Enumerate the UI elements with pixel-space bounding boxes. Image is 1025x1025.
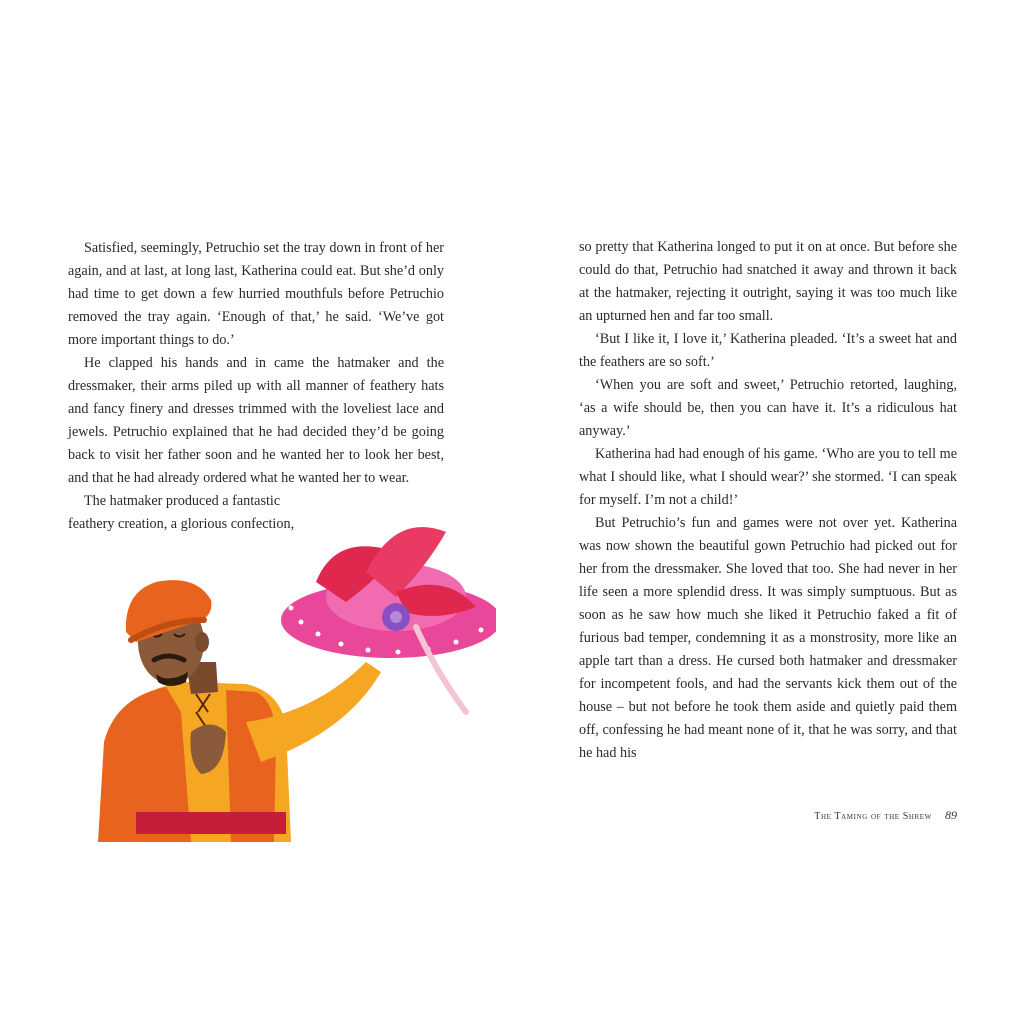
left-short-line-1: The hatmaker produced a fantastic [84, 493, 281, 509]
right-paragraph-4: But Petruchio’s fun and games were not over yet. Katherina was now shown the beautiful gown Petruchio had picked out for her from the dressmaker. She loved that too. She had never in her life seen a more splendid dress. It was simply sumptuous. But as soon as he saw how much she liked it Petruchio faked a fit of furious bad temper, condemning it as a monstrosity, more like an apple tart than a dress. He cursed both hatmaker and dressmaker for incompetent fools, and had the servants kick them out of the house – but not before he took them aside and quietly paid them off, confessing he had meant none of it, that he was sorry, and that he had his [579, 515, 957, 761]
ear [195, 632, 209, 652]
running-title: The Taming of the Shrew [814, 811, 932, 822]
left-page [68, 237, 444, 536]
right-paragraph-continued: so pretty that Katherina longed to put it on at once. But before she could do that, Petruchio had snatched it away and thrown it back at the hatmaker, rejecting it outright, saying it was too much like an upturned hen and far too small. [579, 239, 957, 324]
left-paragraph-1: Satisfied, seemingly, Petruchio set the tray down in front of her again, and at last, at long last, Katherina could eat. But she’d only had time to get down a few hurried mouthfuls before Petruchio removed the tray again. ‘Enough of that,’ he said. ‘We’ve got more important things to do.’ [68, 240, 444, 348]
sash [136, 812, 286, 834]
left-short-line-2: feathery creation, a glorious confection, [68, 516, 295, 532]
right-paragraph-3: Katherina had had enough of his game. ‘Who are you to tell me what I should like, what I should wear?’ she stormed. ‘I can speak for myself. I’m not a child!’ [579, 446, 957, 508]
running-footer [814, 808, 957, 823]
page-number: 89 [945, 808, 957, 822]
petruchio-hat-illustration [96, 512, 496, 852]
right-paragraph-1: ‘But I like it, I love it,’ Katherina pleaded. ‘It’s a sweet hat and the feathers are so soft.’ [579, 331, 957, 370]
left-paragraph-2: He clapped his hands and in came the hatmaker and the dressmaker, their arms piled up with all manner of feathery hats and fancy finery and dresses trimmed with the loveliest lace and jewels. Petruchio explained that he had decided they’d be going back to visit her father soon and he wanted her to look her best, and that he had already ordered what he wanted her to wear. [68, 355, 444, 486]
right-paragraph-2: ‘When you are soft and sweet,’ Petruchio retorted, laughing, ‘as a wife should be, then you can have it. It’s a ridiculous hat anyway.’ [579, 377, 957, 439]
right-page [579, 236, 957, 765]
